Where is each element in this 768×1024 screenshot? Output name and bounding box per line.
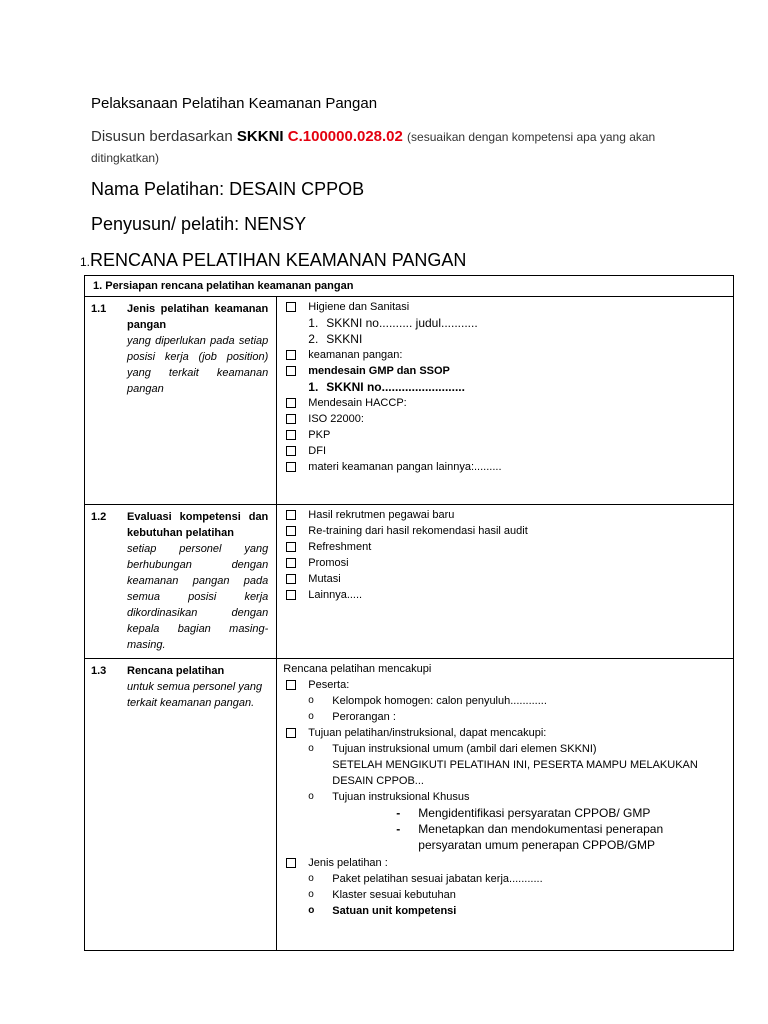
table-row — [85, 659, 734, 951]
row-label-cell — [85, 505, 277, 659]
row-description: setiap personel yang berhubungan dengan keamanan pangan pada semua posisi kerja dikordinasikan dengan kepala bagian masing-masing. — [127, 543, 269, 651]
general-objective-text: SETELAH MENGIKUTI PELATIHAN INI, PESERTA MAMPU MELAKUKAN DESAIN CPPOB... — [332, 759, 698, 787]
table-row — [85, 297, 734, 505]
checkbox-icon[interactable] — [286, 446, 296, 456]
checkbox-icon[interactable] — [286, 430, 296, 440]
row-number: 1.2 — [91, 511, 107, 523]
training-name: Nama Pelatihan: DESAIN CPPOB — [91, 179, 365, 199]
checkbox-icon[interactable] — [286, 414, 296, 424]
circle-bullet-icon: o — [308, 889, 314, 900]
section-heading — [80, 250, 466, 271]
section-title: RENCANA PELATIHAN KEAMANAN PANGAN — [90, 250, 467, 270]
circle-bullet-icon: o — [308, 873, 314, 884]
option-label: Tujuan instruksional Khusus — [332, 791, 470, 803]
checkbox-icon[interactable] — [286, 728, 296, 738]
option-label: materi keamanan pangan lainnya:......... — [308, 461, 502, 473]
dash-bullet-icon: - — [396, 806, 401, 820]
checkbox-icon[interactable] — [286, 574, 296, 584]
basis-note: (sesuaikan dengan kompetensi apa yang akan — [407, 130, 656, 144]
option-label: Kelompok homogen: calon penyuluh............ — [332, 695, 547, 707]
row-description: untuk semua personel yang terkait keamanan pangan. — [127, 681, 263, 709]
dash-bullet-icon: - — [396, 822, 401, 836]
row-title: Evaluasi kompetensi dan kebutuhan pelatihan — [127, 511, 269, 539]
circle-bullet-icon: o — [308, 905, 315, 916]
checkbox-icon[interactable] — [286, 590, 296, 600]
circle-bullet-icon: o — [308, 743, 314, 754]
circle-bullet-icon: o — [308, 695, 314, 706]
checkbox-icon[interactable] — [286, 542, 296, 552]
basis-prefix: Disusun berdasarkan — [91, 128, 237, 145]
option-label: Re-training dari hasil rekomendasi hasil audit — [308, 525, 528, 537]
basis-line — [91, 128, 655, 145]
checkbox-icon[interactable] — [286, 558, 296, 568]
option-label: Tujuan pelatihan/instruksional, dapat mencakupi: — [308, 727, 547, 739]
basis-note-continued: ditingkatkan) — [91, 151, 160, 165]
row-number: 1.1 — [91, 303, 107, 315]
checkbox-icon[interactable] — [286, 302, 296, 312]
training-plan-table-wrapper — [84, 275, 734, 951]
checkbox-icon[interactable] — [286, 858, 296, 868]
training-plan-table — [84, 275, 734, 951]
option-label: mendesain GMP dan SSOP — [308, 365, 450, 377]
checkbox-icon[interactable] — [286, 350, 296, 360]
row-content-cell — [277, 505, 734, 659]
option-label: Jenis pelatihan : — [308, 857, 388, 869]
section-number: 1. — [80, 255, 91, 269]
list-number: 2. — [308, 332, 319, 346]
checkbox-icon[interactable] — [286, 398, 296, 408]
checkbox-icon[interactable] — [286, 680, 296, 690]
circle-bullet-icon: o — [308, 711, 314, 722]
option-label: PKP — [308, 429, 331, 441]
option-label: Satuan unit kompetensi — [332, 905, 457, 917]
option-label: Menetapkan dan mendokumentasi penerapan persyaratan umum penerapan CPPOB/GMP — [418, 822, 664, 852]
option-label: Hasil rekrutmen pegawai baru — [308, 509, 455, 521]
option-label: Refreshment — [308, 541, 372, 553]
row-label-cell — [85, 297, 277, 505]
table-header-row — [85, 276, 734, 297]
row-content-cell — [277, 297, 734, 505]
plan-intro: Rencana pelatihan mencakupi — [283, 663, 432, 675]
list-number: 1. — [308, 380, 319, 394]
checkbox-icon[interactable] — [286, 510, 296, 520]
option-label: Peserta: — [308, 679, 350, 691]
option-label: Higiene dan Sanitasi — [308, 301, 410, 313]
option-label: SKKNI no.......... judul........... — [326, 316, 478, 330]
option-label: SKKNI — [326, 332, 363, 346]
row-label-cell — [85, 659, 277, 951]
option-label: Mutasi — [308, 573, 341, 585]
checkbox-icon[interactable] — [286, 526, 296, 536]
skkni-label: SKKNI — [236, 128, 284, 145]
trainer-name: Penyusun/ pelatih: NENSY — [91, 214, 307, 234]
option-label: Promosi — [308, 557, 349, 569]
row-number: 1.3 — [91, 665, 107, 677]
list-number: 1. — [308, 316, 319, 330]
option-label: Lainnya..... — [308, 589, 363, 601]
checkbox-icon[interactable] — [286, 366, 296, 376]
option-label: keamanan pangan: — [308, 349, 403, 361]
circle-bullet-icon: o — [308, 791, 314, 802]
option-label: Mengidentifikasi persyaratan CPPOB/ GMP — [418, 806, 651, 820]
option-label: SKKNI no......................... — [326, 380, 465, 394]
option-label: DFI — [308, 445, 327, 457]
option-label: Paket pelatihan sesuai jabatan kerja........... — [332, 873, 543, 885]
row-content-cell — [277, 659, 734, 951]
option-label: Perorangan : — [332, 711, 396, 723]
row-title: Rencana pelatihan — [127, 665, 225, 677]
row-description: yang diperlukan pada setiap posisi kerja (job position) yang terkait keamanan pangan — [127, 335, 269, 395]
document-title: Pelaksanaan Pelatihan Keamanan Pangan — [91, 95, 378, 112]
table-header: 1. Persiapan rencana pelatihan keamanan pangan — [85, 276, 734, 297]
option-label: Tujuan instruksional umum (ambil dari elemen SKKNI) — [332, 743, 597, 755]
option-label: ISO 22000: — [308, 413, 364, 425]
skkni-code: C.100000.028.02 — [287, 128, 403, 145]
option-label: Mendesain HACCP: — [308, 397, 407, 409]
table-row — [85, 505, 734, 659]
option-label: Klaster sesuai kebutuhan — [332, 889, 456, 901]
row-title: Jenis pelatihan keamanan pangan — [127, 303, 269, 331]
checkbox-icon[interactable] — [286, 462, 296, 472]
